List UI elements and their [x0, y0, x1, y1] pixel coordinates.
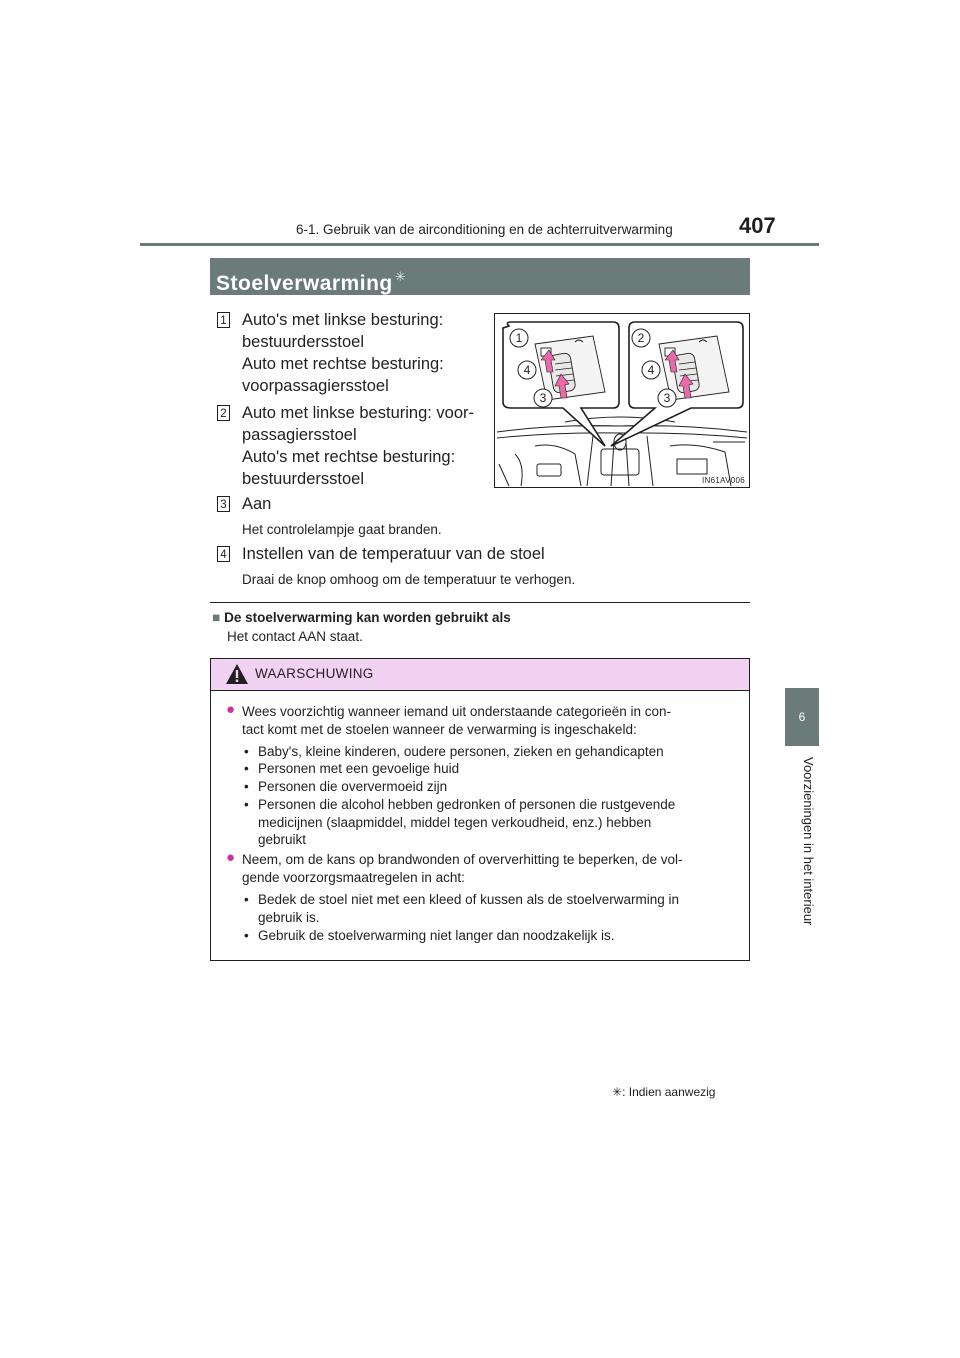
warning-line: tact komt met de stoelen wanneer de verwarming is ingeschakeld:	[242, 721, 637, 737]
footnote-text: : Indien aanwezig	[622, 1085, 716, 1099]
dashboard-drawing	[495, 314, 749, 487]
warning-line: medicijnen (slaapmiddel, middel tegen verkoudheid, enz.) hebben	[258, 814, 652, 830]
condition-text: Het contact AAN staat.	[227, 629, 363, 644]
page-number: 407	[739, 213, 776, 238]
section-divider	[210, 602, 750, 603]
warning-line: gebruikt	[258, 832, 307, 847]
item-2-line: Auto's met rechtse besturing:	[242, 448, 456, 466]
callout-1: 1	[515, 331, 523, 345]
item-4-note: Draai de knop omhoog om de temperatuur te verhogen.	[242, 572, 576, 587]
header-section-title: 6-1. Gebruik van de airconditioning en de achterruitverwarming	[296, 222, 673, 237]
optional-mark: ✳	[394, 269, 407, 284]
warning-sub-item: Personen met een gevoelige huid	[258, 761, 460, 776]
item-4-label: Instellen van de temperatuur van de stoel	[242, 545, 545, 563]
warning-sub-item: Baby's, kleine kinderen, oudere personen, zieken en gehandicapten	[258, 744, 664, 759]
item-3-label: Aan	[242, 495, 272, 513]
warning-sub-item	[258, 796, 739, 849]
chapter-number: 6	[798, 710, 806, 724]
warning-header-rule	[211, 690, 749, 691]
warning-bullet-1	[242, 703, 742, 738]
asterisk-mark: ✳	[612, 1085, 623, 1099]
warning-title: WAARSCHUWING	[255, 666, 374, 681]
item-number-1: 1	[217, 312, 230, 328]
bullet-dot-icon: ●	[226, 849, 236, 866]
item-2-text	[242, 402, 478, 490]
warning-line: Wees voorzichtig wanneer iemand uit onderstaande categorieën in con-	[242, 704, 672, 719]
sub-bullet-icon: •	[244, 797, 249, 812]
header-rule	[140, 243, 819, 246]
item-2-line: bestuurdersstoel	[242, 470, 364, 488]
callout-4-left: 4	[523, 363, 531, 377]
warning-line: Personen die alcohol hebben gedronken of personen die rustgevende	[258, 797, 676, 812]
section-title-bar	[210, 258, 750, 295]
sub-bullet-icon: •	[244, 928, 249, 943]
callout-4-right: 4	[647, 363, 655, 377]
condition-heading	[212, 610, 511, 625]
sub-bullet-icon: •	[244, 761, 249, 776]
callout-3-right: 3	[663, 391, 671, 405]
item-1-line: bestuurdersstoel	[242, 333, 364, 351]
item-1-line: voorpassagiersstoel	[242, 377, 389, 395]
warning-triangle-icon	[225, 663, 249, 685]
item-number-4: 4	[217, 546, 230, 562]
chapter-tab	[785, 688, 819, 746]
warning-bullet-2	[242, 851, 742, 886]
sub-bullet-icon: •	[244, 744, 249, 759]
item-number-2: 2	[217, 405, 230, 421]
warning-sub-item: Personen die oververmoeid zijn	[258, 779, 448, 794]
item-2-line: Auto met linkse besturing: voor-	[242, 404, 475, 422]
warning-sub-item	[258, 891, 739, 926]
sub-bullet-icon: •	[244, 892, 249, 907]
footnote	[612, 1085, 715, 1099]
bullet-dot-icon: ●	[226, 701, 236, 718]
callout-2: 2	[637, 331, 645, 345]
square-bullet-icon: ■	[212, 610, 221, 625]
warning-line: Bedek de stoel niet met een kleed of kussen als de stoelverwarming in	[258, 892, 679, 907]
item-1-line: Auto's met linkse besturing:	[242, 311, 444, 329]
item-3-note: Het controlelampje gaat branden.	[242, 522, 442, 537]
sub-bullet-icon: •	[244, 779, 249, 794]
seat-heater-illustration	[494, 313, 750, 488]
warning-line: gebruik is.	[258, 909, 320, 925]
item-1-line: Auto met rechtse besturing:	[242, 355, 444, 373]
callout-3-left: 3	[539, 391, 547, 405]
chapter-label: Voorzieningen in het interieur	[801, 757, 816, 926]
condition-heading-text: De stoelverwarming kan worden gebruikt als	[224, 610, 511, 625]
section-title: Stoelverwarming	[216, 272, 393, 295]
warning-line: Neem, om de kans op brandwonden of oververhitting te beperken, de vol-	[242, 852, 683, 867]
item-1-text	[242, 309, 478, 397]
warning-sub-item: Gebruik de stoelverwarming niet langer dan noodzakelijk is.	[258, 928, 615, 943]
item-number-3: 3	[217, 496, 230, 512]
item-2-line: passagiersstoel	[242, 426, 357, 444]
figure-code: IN61AV006	[702, 476, 746, 485]
warning-line: gende voorzorgsmaatregelen in acht:	[242, 869, 465, 885]
